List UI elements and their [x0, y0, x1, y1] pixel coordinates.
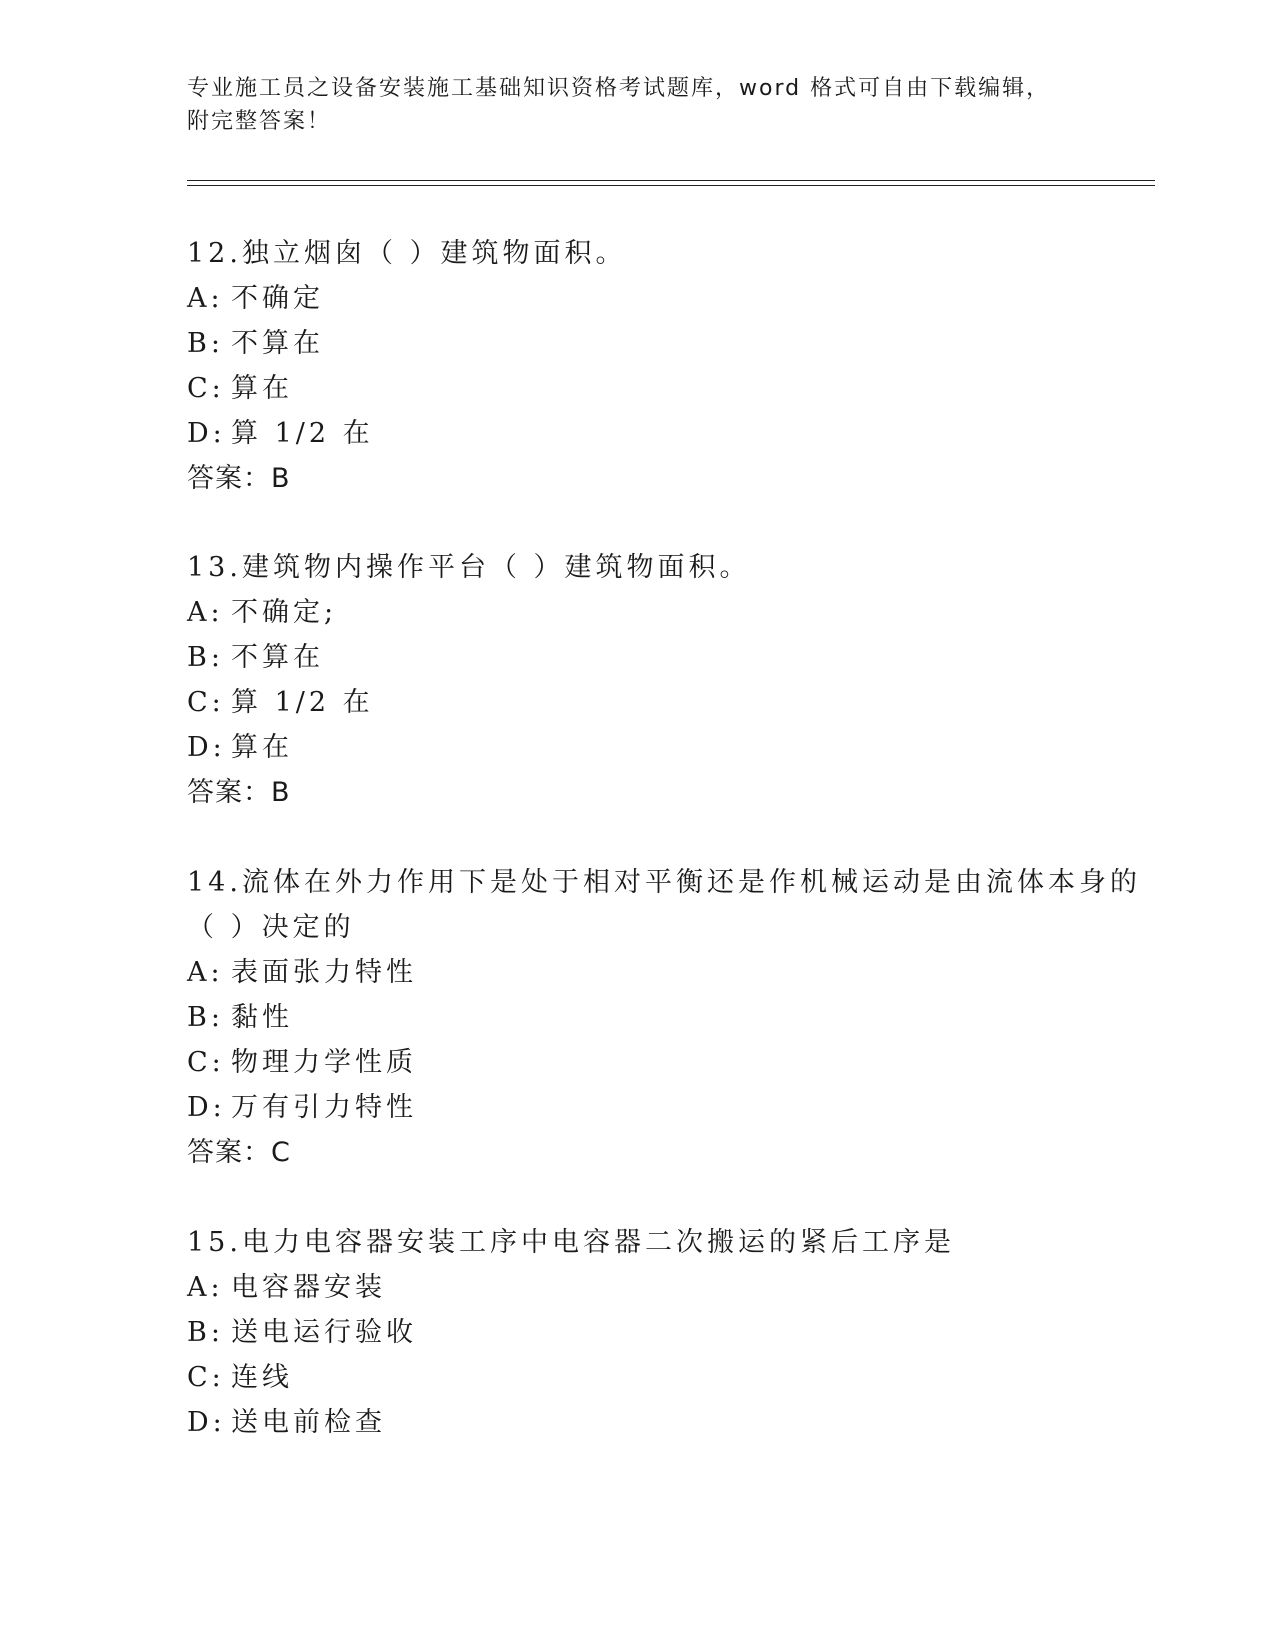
option-label: A: — [187, 1272, 224, 1303]
option-label: D: — [187, 1407, 226, 1438]
question-15-option-b — [187, 1316, 417, 1350]
option-label: B: — [187, 328, 224, 359]
option-label: A: — [187, 957, 224, 988]
option-label: D: — [187, 732, 226, 763]
question-13-option-a — [187, 596, 337, 630]
option-text: 表面张力特性 — [231, 957, 417, 988]
question-13-option-b — [187, 641, 324, 675]
question-12-option-a — [187, 282, 324, 316]
option-label: D: — [187, 1092, 226, 1123]
question-15-option-d — [187, 1406, 386, 1440]
option-text: 算 1/2 在 — [231, 418, 374, 449]
option-text: 算在 — [231, 373, 293, 404]
question-12-stem: 12.独立烟囱（ ）建筑物面积。 — [187, 238, 627, 269]
option-text: 不算在 — [231, 328, 324, 359]
option-label: C: — [187, 373, 225, 404]
option-label: D: — [187, 418, 226, 449]
option-text: 万有引力特性 — [231, 1092, 417, 1123]
option-label: A: — [187, 283, 224, 314]
option-label: B: — [187, 1317, 224, 1348]
header-divider-top — [187, 180, 1155, 181]
question-13-answer: 答案：B — [187, 777, 291, 808]
question-12-option-c — [187, 372, 293, 406]
question-14-option-d — [187, 1091, 417, 1125]
option-label: B: — [187, 642, 224, 673]
option-text: 送电前检查 — [231, 1407, 386, 1438]
option-text: 不算在 — [231, 642, 324, 673]
question-12-option-d — [187, 417, 374, 451]
question-14-option-b — [187, 1001, 293, 1035]
question-12-answer: 答案：B — [187, 463, 291, 494]
option-label: C: — [187, 1362, 225, 1393]
document-header — [187, 72, 1107, 138]
option-label: C: — [187, 687, 225, 718]
option-text: 电容器安装 — [231, 1272, 386, 1303]
question-13-option-c — [187, 686, 374, 720]
question-13-option-d — [187, 731, 293, 765]
option-text: 算 1/2 在 — [231, 687, 374, 718]
question-14-stem: 14.流体在外力作用下是处于相对平衡还是作机械运动是由流体本身的 — [187, 867, 1141, 898]
option-text: 算在 — [231, 732, 293, 763]
question-14-option-a — [187, 956, 417, 990]
question-15-stem: 15.电力电容器安装工序中电容器二次搬运的紧后工序是 — [187, 1227, 955, 1258]
option-label: C: — [187, 1047, 225, 1078]
question-13-stem: 13.建筑物内操作平台（ ）建筑物面积。 — [187, 552, 751, 583]
option-label: A: — [187, 597, 224, 628]
header-line-2: 附完整答案！ — [187, 109, 332, 134]
question-14-stem-cont: （ ）决定的 — [187, 912, 355, 943]
question-12-option-b — [187, 327, 324, 361]
question-15-option-c — [187, 1361, 293, 1395]
option-text: 不确定 — [231, 283, 324, 314]
option-text: 不确定; — [231, 597, 338, 628]
option-text: 黏性 — [231, 1002, 293, 1033]
option-label: B: — [187, 1002, 224, 1033]
question-14-answer: 答案：C — [187, 1137, 291, 1168]
question-14-option-c — [187, 1046, 417, 1080]
header-divider-bottom — [187, 185, 1155, 186]
option-text: 送电运行验收 — [231, 1317, 417, 1348]
header-line-1: 专业施工员之设备安装施工基础知识资格考试题库，word 格式可自由下载编辑， — [187, 76, 1051, 101]
option-text: 连线 — [231, 1362, 293, 1393]
option-text: 物理力学性质 — [231, 1047, 417, 1078]
question-15-option-a — [187, 1271, 386, 1305]
